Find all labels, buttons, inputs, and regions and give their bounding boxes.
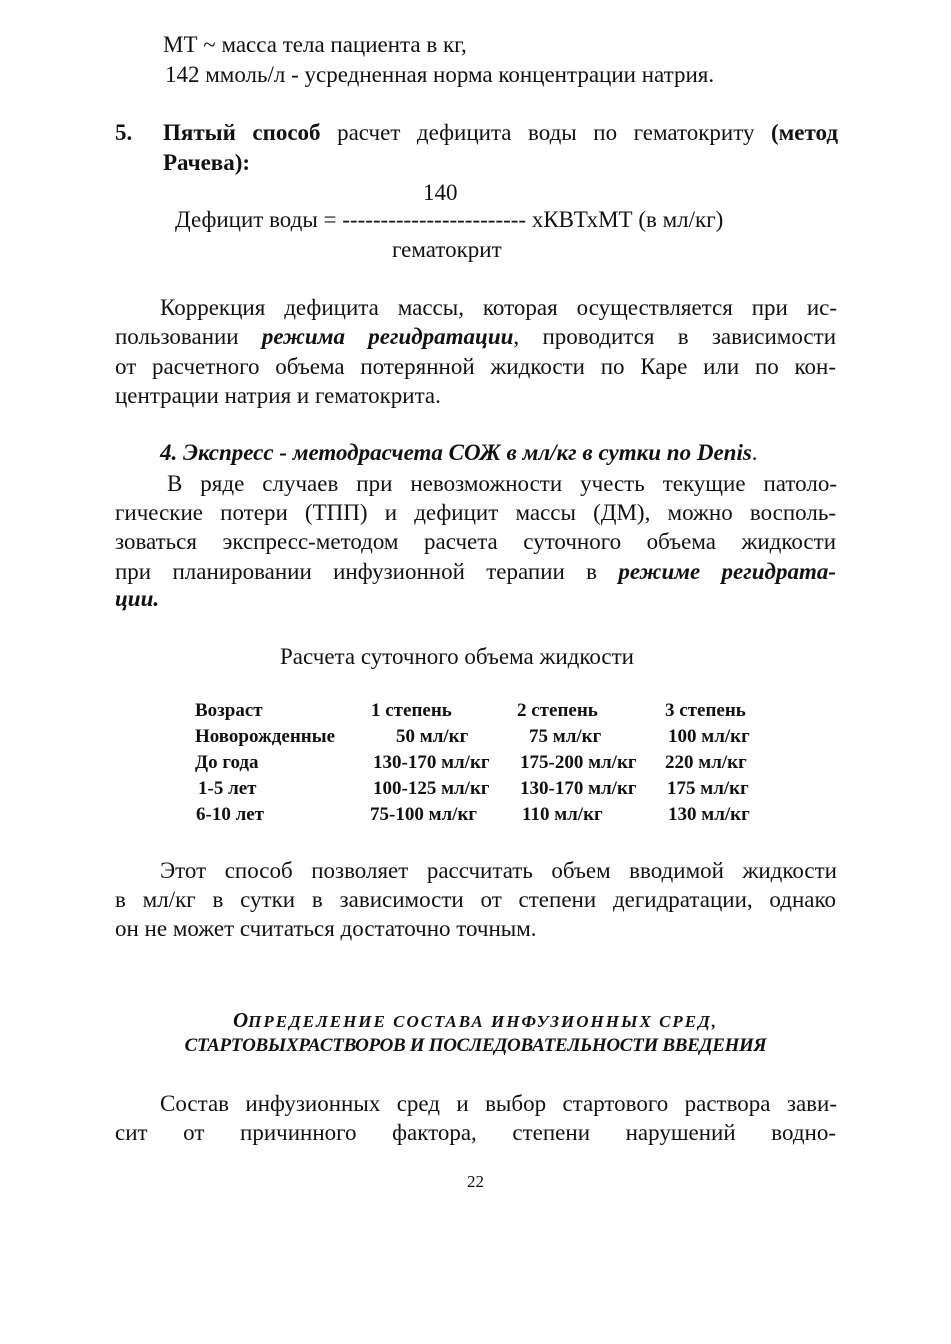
table-cell: 75-100 мл/кг xyxy=(370,804,478,825)
table-cell: 130 мл/кг xyxy=(668,804,750,825)
express-line4: при планировании инфузионной терапии в режиме регидрата- xyxy=(115,559,836,584)
section-heading-line2: СТАРТОВЫХРАСТВОРОВ И ПОСЛЕДОВАТЕЛЬНОСТИ ВВЕДЕНИЯ xyxy=(184,1035,767,1056)
method5-title-line xyxy=(163,120,838,146)
para1-line2: пользовании режима регидратации, проводится в зависимости xyxy=(115,324,837,349)
section-heading-line1: ОПРЕДЕЛЕНИЕ СОСТАВА ИНФУЗИОННЫХ СРЕД, xyxy=(233,1008,718,1032)
header-degree1: 1 степень xyxy=(371,700,452,721)
method5-number: 5. xyxy=(115,120,133,145)
header-age: Возраст xyxy=(195,700,263,721)
formula-main-line: Дефицит воды = ------------------------ хКВТхМТ (в мл/кг) xyxy=(175,207,724,232)
table-cell: 100 мл/кг xyxy=(668,726,750,747)
table-cell: 6-10 лет xyxy=(196,804,265,825)
para2-line1: Этот способ позволяет рассчитать объем вводимой жидкости xyxy=(160,858,837,883)
table-cell: 130-170 мл/кг xyxy=(373,752,490,773)
para2-line3: он не может считаться достаточно точным. xyxy=(115,916,537,941)
method5-title-line2: Рачева): xyxy=(163,150,251,175)
header-degree2: 2 степень xyxy=(517,700,598,721)
table-cell: 100-125 мл/кг xyxy=(373,778,490,799)
express-method-heading: 4. Экспресс - методрасчета СОЖ в мл/кг в сутки по Denis. xyxy=(160,440,758,465)
table-cell: 110 мл/кг xyxy=(522,804,603,825)
method5-title-bold: Пятый способ xyxy=(163,120,321,145)
header-degree3: 3 степень xyxy=(665,700,746,721)
table-cell: 75 мл/кг xyxy=(529,726,602,747)
mt-definition-line: МТ ~ масса тела пациента в кг, xyxy=(163,32,467,57)
para1-line4: центрации натрия и гематокрита. xyxy=(115,383,441,408)
table-cell: Новорожденные xyxy=(195,726,336,747)
express-line5: ции. xyxy=(115,586,160,611)
para2-line2: в мл/кг в сутки в зависимости от степени дегидратации, однако xyxy=(115,887,836,912)
formula-denominator: гематокрит xyxy=(392,237,502,262)
para3-line2: сит от причинного фактора, степени нарушений водно- xyxy=(115,1120,836,1145)
table-cell: 1-5 лет xyxy=(198,778,257,799)
formula-numerator: 140 xyxy=(423,180,458,205)
method5-title-bold2: (метод xyxy=(770,120,838,145)
page-number: 22 xyxy=(467,1172,484,1191)
table-cell: 130-170 мл/кг xyxy=(520,778,637,799)
rehydration-mode-term: режима регидратации xyxy=(261,324,514,349)
para3-line1: Состав инфузионных сред и выбор стартового раствора зави- xyxy=(160,1091,837,1116)
express-line3: зоваться экспресс-методом расчета суточного объема жидкости xyxy=(115,529,836,554)
express-line2: гические потери (ТПП) и дефицит массы (ДМ), можно восполь- xyxy=(115,500,836,525)
express-line1: В ряде случаев при невозможности учесть текущие патоло- xyxy=(167,471,837,496)
table-cell: 175-200 мл/кг xyxy=(520,752,637,773)
table-cell: До года xyxy=(195,752,259,773)
method5-title-rest: расчет дефицита воды по гематокриту xyxy=(320,120,771,145)
table-cell: 50 мл/кг xyxy=(396,726,469,747)
table-cell: 175 мл/кг xyxy=(667,778,749,799)
table-cell: 220 мл/кг xyxy=(665,752,747,773)
para1-line3: от расчетного объема потерянной жидкости по Каре или по кон- xyxy=(115,354,836,379)
rehydration-mode-term-2: режиме регидрата- xyxy=(618,559,836,584)
sodium-norm-line: 142 ммоль/л - усредненная норма концентрации натрия. xyxy=(165,62,715,87)
para1-line1: Коррекция дефицита массы, которая осуществляется при ис- xyxy=(160,295,837,320)
table-caption: Расчета суточного объема жидкости xyxy=(280,644,634,669)
